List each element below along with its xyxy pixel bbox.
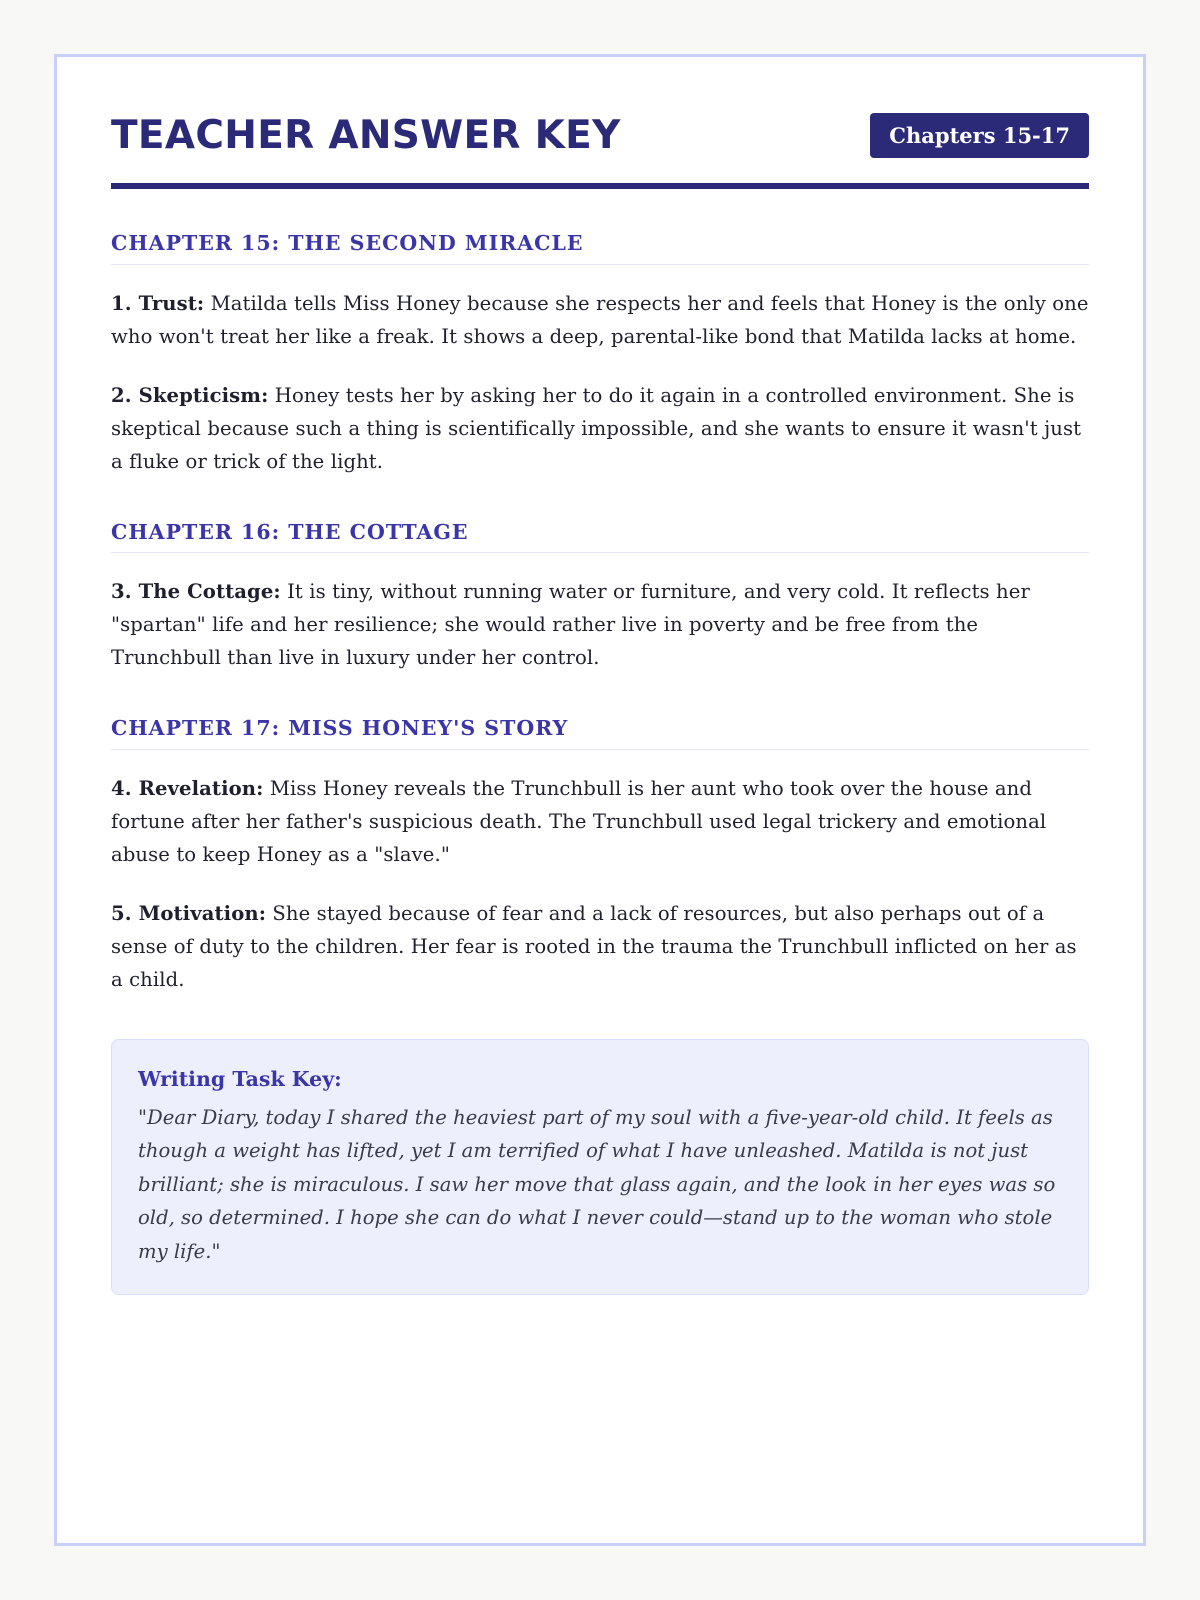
- answer-item: [111, 575, 1089, 674]
- writing-task-title: Writing Task Key:: [138, 1066, 342, 1091]
- answer-label: 3. The Cottage:: [111, 580, 281, 604]
- chapter-heading: CHAPTER 16: THE COTTAGE: [111, 520, 1089, 554]
- answer-text: Miss Honey reveals the Trunchbull is her aunt who took over the house and fortune after her father's suspicious death. The Trunchbull used legal trickery and emotional abuse to keep Honey as a "slave.": [111, 776, 1047, 866]
- answer-label: 2. Skepticism:: [111, 383, 269, 407]
- page-header: [111, 113, 1089, 158]
- answer-key-page: [54, 54, 1146, 1546]
- answer-label: 1. Trust:: [111, 291, 205, 315]
- chapter-heading: CHAPTER 15: THE SECOND MIRACLE: [111, 231, 1089, 265]
- answer-item: [111, 897, 1089, 996]
- answer-item: [111, 772, 1089, 871]
- answer-label: 5. Motivation:: [111, 901, 267, 925]
- answer-text: Honey tests her by asking her to do it again in a controlled environment. She is skeptical because such a thing is scientifically impossible, and she wants to ensure it wasn't just a fluke or trick of the light.: [111, 383, 1082, 473]
- answer-text: It is tiny, without running water or furniture, and very cold. It reflects her "spartan" life and her resilience; she would rather live in poverty and be free from the Trunchbull than live in luxury under her control.: [111, 580, 1030, 670]
- chapters-badge: Chapters 15-17: [870, 113, 1089, 158]
- header-divider: [111, 183, 1089, 189]
- writing-task-text: "Dear Diary, today I shared the heaviest part of my soul with a five-year-old child. It feels as though a weight has lifted, yet I am terrified of what I have unleashed. Matilda is not just brilliant; she is miraculous. I saw her move that glass again, and the look in her eyes was so old, so determined. I hope she can do what I never could—stand up to the woman who stole my life.": [138, 1105, 1056, 1263]
- answer-item: [111, 379, 1089, 478]
- section-chapter-17: [111, 716, 1089, 996]
- page-title: TEACHER ANSWER KEY: [111, 113, 621, 159]
- answer-item: [111, 287, 1089, 353]
- section-chapter-15: [111, 231, 1089, 478]
- writing-task-box: [111, 1039, 1089, 1295]
- answer-label: 4. Revelation:: [111, 776, 264, 800]
- answer-text: Matilda tells Miss Honey because she respects her and feels that Honey is the only one who won't treat her like a freak. It shows a deep, parental-like bond that Matilda lacks at home.: [111, 291, 1089, 348]
- answer-text: She stayed because of fear and a lack of resources, but also perhaps out of a sense of duty to the children. Her fear is rooted in the trauma the Trunchbull inflicted on her as a child.: [111, 901, 1077, 991]
- chapter-heading: CHAPTER 17: MISS HONEY'S STORY: [111, 716, 1089, 750]
- section-chapter-16: [111, 520, 1089, 675]
